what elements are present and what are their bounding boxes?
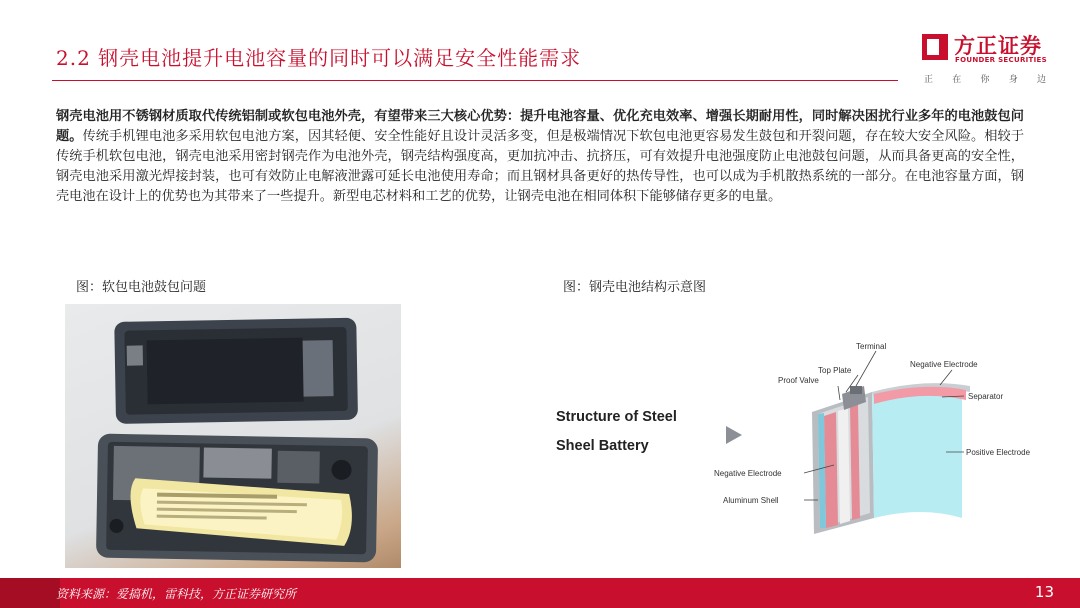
footer-accent: [0, 578, 60, 608]
body-bold-lead: 钢壳电池用不锈钢材质取代传统铝制或软包电池外壳，有望带来三大核心优势：提升电池容量、优化充电效率、增强长期耐用性，同时解决困扰行业多年的电池鼓包问题。: [56, 109, 1024, 144]
body-text: 传统手机锂电池多采用软包电池方案，因其轻便、安全性能好且设计灵活多变，但是极端情况下软包电池更容易发生鼓包和开裂问题，存在较大安全风险。相较于传统手机软包电池，钢壳电池采用密封钢壳作为电池外壳，钢壳结构强度高，更加抗冲击、抗挤压，可有效提升电池强度防止电池鼓包问题，从而具备更高的安全性，钢壳电池采用激光焊接封装，也可有效防止电解液泄露可延长电池使用寿命；而且钢材具备更好的热传导性，也可以成为手机散热系统的一部分。在电池容量方面，钢壳电池在设计上的优势也为其带来了一些提升。新型电芯材料和工艺的优势，让钢壳电池在相同体积下能够储存更多的电量。: [56, 129, 1025, 204]
slogan-char: 你: [980, 75, 990, 85]
label-positive-electrode: Positive Electrode: [966, 448, 1031, 457]
figure-caption-right: 图：钢壳电池结构示意图: [563, 280, 707, 295]
diagram-title-line2: Sheel Battery: [556, 438, 649, 454]
body-paragraph: [56, 107, 1024, 207]
label-top-plate: Top Plate: [818, 366, 852, 375]
phone-disassembly-illustration: [65, 304, 401, 568]
logo-mark-icon: [922, 34, 948, 60]
page-title: 2.2 钢壳电池提升电池容量的同时可以满足安全性能需求: [56, 46, 582, 70]
label-separator: Separator: [968, 392, 1004, 401]
source-note: 资料来源：爱搞机，雷科技，方正证券研究所: [56, 587, 297, 601]
figure-caption-left: 图：软包电池鼓包问题: [76, 280, 207, 295]
slogan-char: 边: [1036, 75, 1046, 85]
logo-name-cn: 方正证券: [954, 34, 1042, 58]
title-divider: [52, 80, 898, 81]
slogan-char: 正: [924, 75, 934, 85]
steel-battery-structure-diagram: [542, 320, 1054, 552]
logo-slogan: [924, 72, 1046, 85]
slogan-char: 在: [952, 75, 962, 85]
label-proof-valve: Proof Valve: [778, 376, 819, 385]
diagram-title-line1: Structure of Steel: [556, 409, 677, 425]
logo-name-en: FOUNDER SECURITIES: [955, 56, 1047, 64]
slogan-char: 身: [1008, 75, 1018, 85]
swollen-battery-photo: [65, 304, 401, 568]
label-negative-electrode-bottom: Negative Electrode: [714, 469, 782, 478]
page-number: 13: [1034, 583, 1054, 601]
battery-cutaway-graphic: [812, 383, 970, 534]
company-logo: [922, 30, 1052, 90]
arrow-right-icon: [726, 426, 742, 444]
label-aluminum-shell: Aluminum Shell: [723, 496, 779, 505]
label-terminal: Terminal: [856, 342, 887, 351]
footer-bar: [0, 578, 1080, 608]
label-negative-electrode-top: Negative Electrode: [910, 360, 978, 369]
